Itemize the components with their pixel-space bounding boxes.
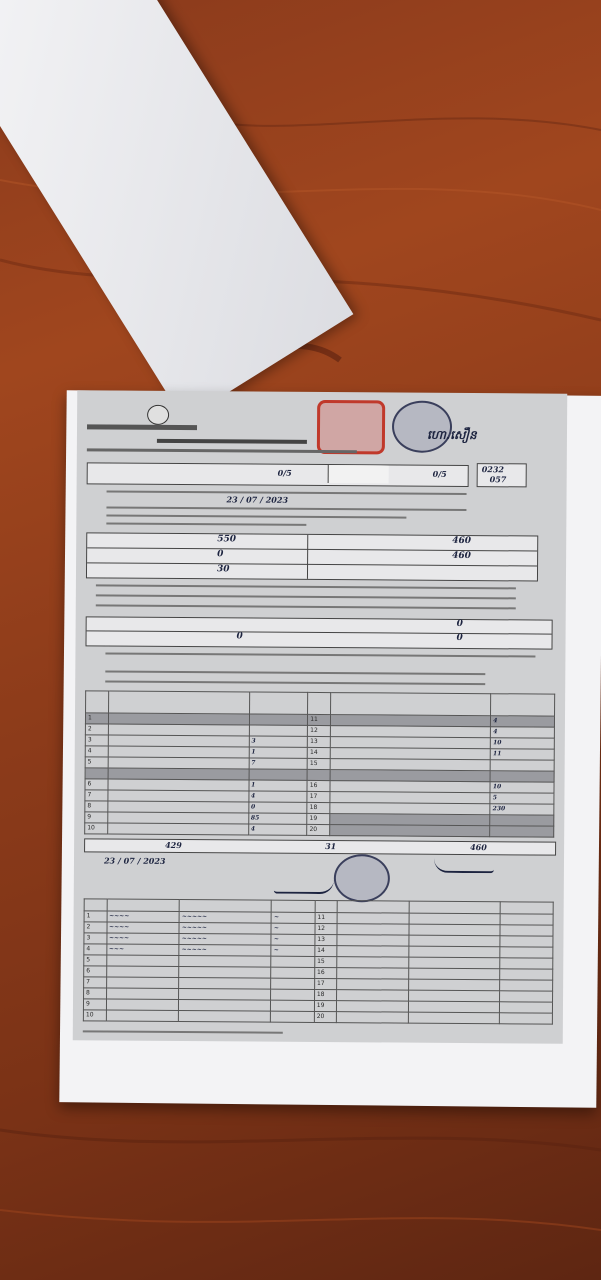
figure-5: 460: [452, 550, 471, 562]
figure-1: 550: [217, 534, 237, 545]
section-line: [87, 448, 357, 453]
figure-7: 0: [456, 618, 463, 629]
header-number-box: [477, 463, 527, 487]
text-line: [106, 523, 306, 526]
figure-4: 460: [452, 535, 472, 547]
title-line: [157, 439, 307, 444]
second-table: [85, 616, 552, 649]
footer-line: [83, 1030, 283, 1033]
table-row: 2 12 4: [85, 724, 554, 738]
handwritten-name: ហោ.សឿន: [426, 427, 477, 443]
round-stamp-bottom: [334, 854, 390, 902]
figure-2: 0: [217, 549, 224, 560]
table-row: 1 11 4: [85, 713, 554, 727]
table-row: 9 85 19: [85, 812, 554, 826]
date-1: 23 / 07 / 2023: [226, 494, 289, 505]
total-right: 460: [470, 842, 487, 853]
date-2: 23 / 07 / 2023: [103, 855, 166, 866]
table-row: 7 4 17 5: [85, 790, 554, 804]
totals-row: [84, 838, 556, 855]
text-line: [105, 653, 535, 658]
list-item: 2 ~~~~ ~~~~~ ~ 12: [84, 922, 553, 936]
list-item: 3 ~~~~ ~~~~~ ~ 13: [84, 933, 553, 947]
figure-8: 0: [456, 632, 463, 643]
divider: [307, 535, 308, 579]
box-2-value: 0/5: [432, 468, 447, 479]
table-row: 10 4 20: [85, 823, 554, 837]
table-row: 5 7 15: [85, 757, 554, 771]
list-item: 8 18: [84, 988, 553, 1002]
box-1-value: 0/5: [277, 467, 292, 478]
list-item: 5 15: [84, 955, 553, 969]
form-document: [73, 390, 568, 1043]
text-line: [106, 507, 466, 512]
list-item: 7 17: [84, 977, 553, 991]
list-item: 10 20: [83, 1010, 552, 1024]
list-item: 9 19: [83, 999, 552, 1013]
header-number-2: 057: [489, 474, 507, 485]
list-item: 4 ~~~ ~~~~~ ~ 14: [84, 944, 553, 958]
divider: [87, 630, 552, 634]
logo-icon: [147, 405, 169, 425]
table-row: 6 1 16 10: [85, 779, 554, 793]
header-text-line: [87, 424, 197, 430]
round-stamp-top: [392, 400, 452, 452]
loose-white-paper: [0, 0, 353, 420]
signature-2: [434, 859, 494, 873]
divider: [87, 562, 537, 566]
field-row-1: [87, 462, 469, 487]
header-number-1: 0232: [481, 464, 505, 475]
text-line: [96, 584, 516, 589]
total-mid: 31: [325, 841, 337, 852]
total-left: 429: [165, 839, 182, 851]
bottom-list: [83, 898, 554, 1024]
figure-3: 30: [216, 564, 230, 575]
text-line: [105, 671, 485, 676]
table-row: 3 3 13 10: [85, 735, 554, 749]
text-line: [96, 604, 516, 609]
text-line: [105, 680, 485, 685]
table-row: 4 1 14 11: [85, 746, 554, 760]
list-item: 6 16: [84, 966, 553, 980]
list-item: 1 ~~~~ ~~~~~ ~ 11: [84, 911, 553, 925]
red-stamp: [317, 400, 385, 454]
main-table: [84, 690, 555, 837]
signature-1: [274, 880, 334, 894]
figures-table: [86, 532, 538, 581]
text-line: [106, 515, 406, 519]
table-row: 8 0 18 230: [85, 801, 554, 815]
figure-6: 0: [236, 631, 243, 642]
text-line: [96, 594, 516, 599]
name-box: [328, 465, 389, 483]
